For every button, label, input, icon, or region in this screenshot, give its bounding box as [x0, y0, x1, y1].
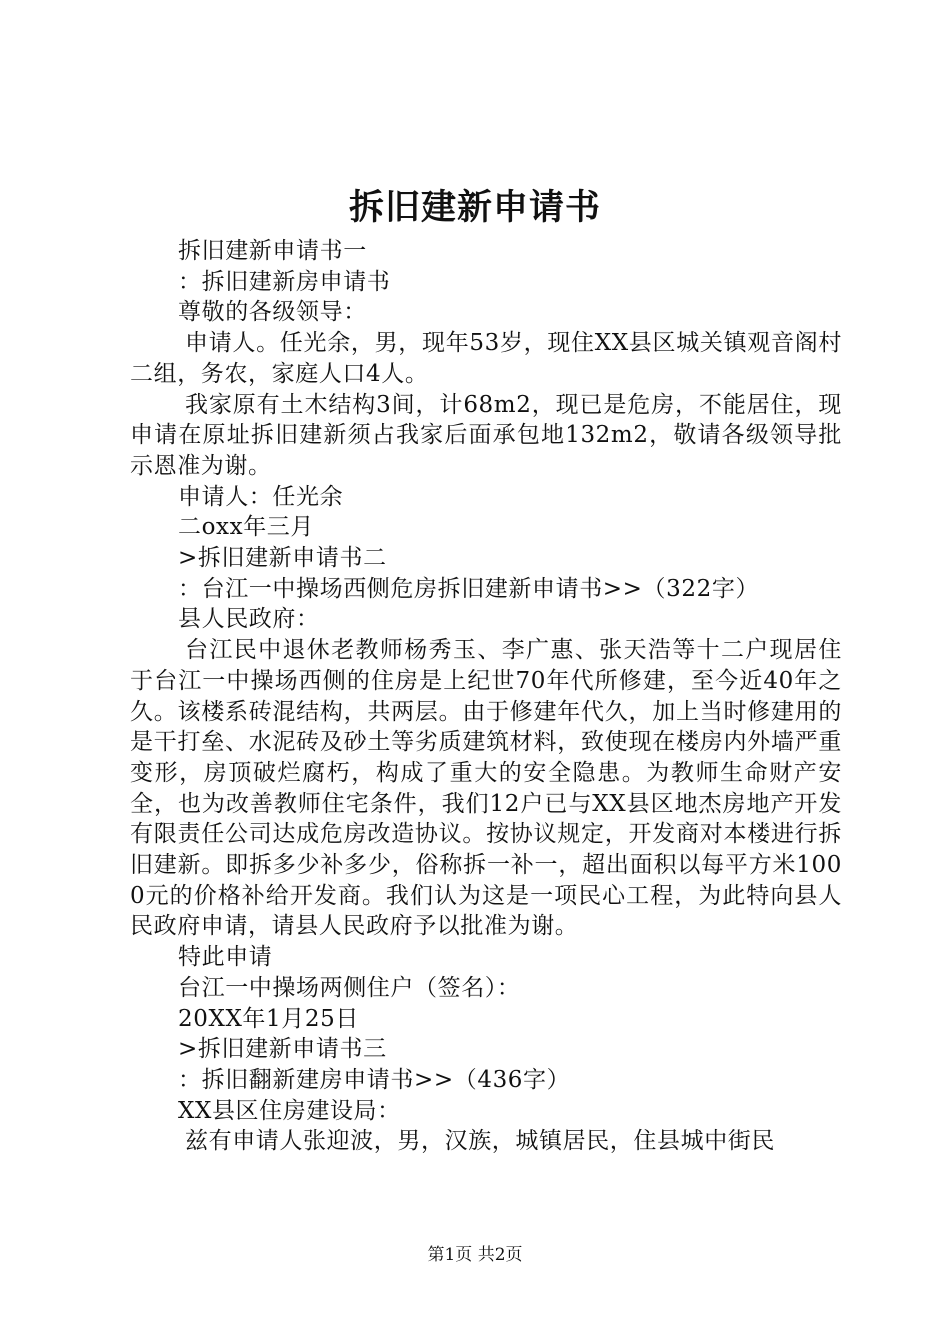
paragraph-request-two: 台江民中退休老教师杨秀玉、李广惠、张天浩等十二户现居住于台江一中操场西侧的住房是上纪世70年代所修建，至今近40年之久。该楼系砖混结构，共两层。由于修建年代久，加上当时修建用的是干打垒、水泥砖及砂土等劣质建筑材料，致使现在楼房内外墙严重变形，房顶破烂腐朽，构成了重大的安全隐患。为教师生命财产安全，也为改善教师住宅条件，我们12户已与XX县区地杰房地产开发有限责任公司达成危房改造协议。按协议规定，开发商对本楼进行拆旧建新。即拆多少补多少，俗称拆一补一，超出面积以每平方米1000元的价格补给开发商。我们认为这是一项民心工程，为此特向县人民政府申请，请县人民政府予以批准为谢。	[130, 637, 842, 940]
document-body	[130, 236, 842, 1157]
paragraph-closing-two: 特此申请	[178, 944, 273, 971]
paragraph-request-one: 我家原有土木结构3间，计68m2，现已是危房，不能居住，现申请在原址拆旧建新须占我家后面承包地132m2，敬请各级领导批示恩准为谢。	[130, 391, 842, 479]
page-footer: 第1页 共2页	[427, 1245, 523, 1265]
paragraph-date-one: 二oxx年三月	[178, 514, 314, 541]
document-title: 拆旧建新申请书	[348, 187, 601, 228]
paragraph-subtitle-one: ：拆旧建新房申请书	[178, 268, 391, 295]
paragraph-date-two: 20XX年1月25日	[178, 1005, 359, 1032]
paragraph-request-three: 兹有申请人张迎波，男，汉族，城镇居民，住县城中街民	[185, 1128, 775, 1155]
paragraph-heading-one: 拆旧建新申请书一	[178, 238, 367, 264]
paragraph-heading-two: >拆旧建新申请书二	[178, 545, 387, 572]
paragraph-signature-one: 申请人：任光余	[178, 483, 344, 510]
paragraph-applicant-info: 申请人。任光余，男，现年53岁，现住XX县区城关镇观音阁村二组，务农，家庭人口4人。	[130, 330, 842, 387]
paragraph-salutation-two: 县人民政府：	[178, 606, 320, 633]
paragraph-signature-two: 台江一中操场两侧住户（签名）：	[178, 974, 521, 1001]
paragraph-heading-three: >拆旧建新申请书三	[178, 1036, 387, 1063]
paragraph-salutation-one: 尊敬的各级领导：	[178, 299, 367, 326]
paragraph-subtitle-three: ：拆旧翻新建房申请书>>（436字）	[178, 1066, 571, 1093]
paragraph-salutation-three: XX县区住房建设局：	[178, 1097, 401, 1124]
paragraph-subtitle-two: ：台江一中操场西侧危房拆旧建新申请书>>（322字）	[178, 575, 760, 602]
